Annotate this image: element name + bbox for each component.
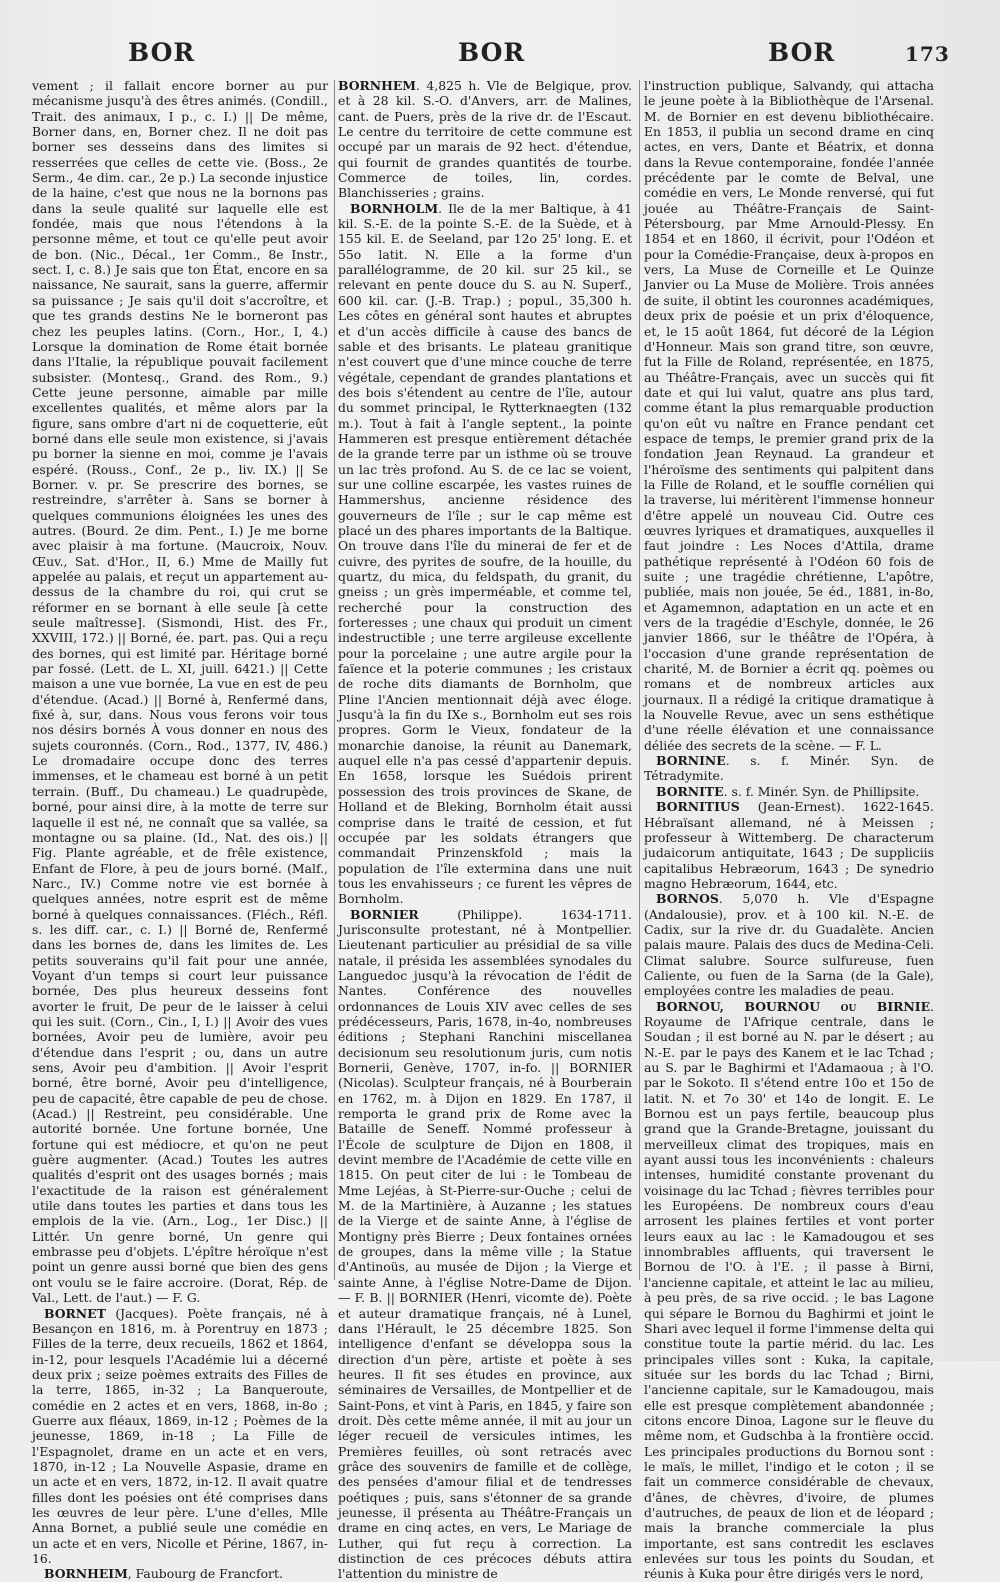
- text-column-2: [338, 78, 632, 1582]
- header-right-word: BOR: [768, 38, 836, 67]
- header-left-word: BOR: [128, 38, 196, 67]
- dictionary-entry: [644, 799, 934, 891]
- header-middle-word: BOR: [458, 38, 526, 67]
- text-column-1: [32, 78, 328, 1582]
- entry-text: (Jacques). Poète français, né à Besançon en 1816, m. à Porentruy en 1873 ; Filles de la terre, deux recueils, 1862 et 1864, in-12, pour lesquels l'Académie lui a décerné deux prix ; seize poèmes extraits des Filles de la terre, 1865, in-32 ; La Banqueroute, comédie en 2 actes et en vers, 1868, in-8o ; Guerre aux fléaux, 1869, in-12 ; Poèmes de la jeunesse, 1869, in-18 ; La Fille de l'Espagnolet, drame en un acte et en vers, 1870, in-12 ; La Nouvelle Aspasie, drame en un acte et en vers, 1872, in-12. Il avait quatre filles dont les poésies ont été comprises dans les œuvres de leur père. L'une d'elles, Mlle Anna Bornet, a publié seule une comédie en un acte et en vers, Nicolle et Périne, 1867, in-16.: [32, 1305, 328, 1566]
- entry-text: . 4,825 h. Vle de Belgique, prov. et à 28 kil. S.-O. d'Anvers, arr. de Malines, cant. de Puers, près de la rive dr. de l'Escaut. Le centre du territoire de cette commune est occupé par un marais de 92 hect. d'étendue, qui fournit de grandes quantités de tourbe. Commerce de toiles, lin, cordes. Blanchisseries ; grains.: [338, 78, 632, 201]
- column-divider-2: [639, 80, 640, 1280]
- entry-headword: BORNET: [44, 1305, 106, 1321]
- entry-text: . Ile de la mer Baltique, à 41 kil. S.-E. de la pointe S.-E. de la Suède, et à 155 kil. E. de Seeland, par 12o 25' long. E. et 55o latit. N. Elle a la forme d'un parallélogramme, de 20 kil. sur 25 kil., se relevant en pente douce du S. au N. Superf., 600 kil. car. (J.-B. Trap.) ; popul., 35,300 h. Les côtes en général sont hautes et abruptes et d'un accès difficile à cause des bancs de sable et des brisants. Le plateau granitique n'est couvert que d'une mince couche de terre végétale, cependant de grandes plantations et des bois s'étendent au centre de l'île, autour du sommet principal, le Rytterknaegten (132 m.). Tout à fait à l'angle septent., la pointe Hammeren est presque entièrement détachée de la grande terre par un isthme où se trouve un lac très profond. Au S. de ce lac se voient, sur une colline escarpée, les vastes ruines de Hammershus, ancienne résidence des gouverneurs de l'île ; sur le cap même est placé un des phares importants de la Baltique. On trouve dans l'île du minerai de fer et de cuivre, des pyrites de soufre, de la houille, du quartz, du mica, du feldspath, du granit, du gneiss ; un grès imperméable, et comme tel, recherché pour la construction des forteresses ; une chaux qui produit un ciment indestructible ; une terre argileuse excellente pour la porcelaine ; une autre argile pour la faïence et la poterie communes ; les cristaux de roche dits diamants de Bornholm, que Pline l'Ancien mentionnait déjà avec éloge. Jusqu'à la fin du IXe s., Bornholm eut ses rois propres. Gorm le Vieux, fondateur de la monarchie danoise, la réunit au Danemark, auquel elle n'a pas cessé d'appartenir depuis. En 1658, lorsque les Suédois prirent possession des trois provinces de Skane, de Holland et de Bleking, Bornholm était aussi comprise dans le traité de cession, et fut occupée par les soldats étrangers que commandait Prinzenskfold ; mais la population de l'île extermina dans une nuit tous les envahisseurs ; ce furent les vêpres de Bornholm.: [338, 200, 632, 907]
- entry-headword: BORNOS: [656, 891, 719, 907]
- entry-headword: BORNHEIM: [44, 1566, 128, 1582]
- entry-headword: BORNITE: [656, 783, 724, 799]
- column-divider-1: [334, 80, 335, 1280]
- entry-headword: BORNITIUS: [656, 799, 740, 815]
- entry-text: . s. f. Minér. Syn. de Tétradymite.: [644, 753, 934, 784]
- dictionary-entry: [644, 753, 934, 784]
- dictionary-entry: [644, 999, 934, 1582]
- entry-continuation: [32, 78, 328, 1306]
- entry-text: l'instruction publique, Salvandy, qui attacha le jeune poète à la Bibliothèque de l'Arsenal. M. de Bornier en est devenu bibliothécaire. En 1853, il publia un second drame en cinq actes, en vers, Dante et Béatrix, et donna dans la Revue contemporaine, fondée l'année précédente par le comte de Belval, une comédie en vers, Le Monde renversé, qui fut jouée au Théâtre-Français de Saint-Pétersbourg, par Mme Arnould-Plessy. En 1854 et en 1860, il écrivit, pour l'Odéon et pour la Comédie-Française, deux à-propos en vers, La Muse de Corneille et Le Quinze Janvier ou La Muse de Molière. Trois années de suite, il obtint les couronnes académiques, deux prix de poésie et un prix d'éloquence, et, le 15 août 1864, fut décoré de la Légion d'Honneur. Mais son grand titre, son œuvre, fut la Fille de Roland, représentée, en 1875, au Théâtre-Français, avec un succès qui fit date et qui lui valut, quatre ans plus tard, comme étant la plus remarquable production qu'on eût vu naître en France pendant cet espace de temps, le premier grand prix de la fondation Jean Reynaud. La grandeur et l'héroïsme des sentiments qui palpitent dans la Fille de Roland, et le souffle cornélien qui la traverse, lui méritèrent l'immense honneur d'être appelé un nouveau Cid. Outre ces œuvres lyriques et dramatiques, auxquelles il faut joindre : Les Noces d'Attila, drame pathétique représenté à l'Odéon 60 fois de suite ; une tragédie chrétienne, L'apôtre, publiée, mais non jouée, 5e éd., 1881, in-8o, et Agamemnon, adaptation en un acte et en vers de la tragédie d'Eschyle, donnée, le 26 janvier 1866, sur le théâtre de l'Opéra, à l'occasion d'une grande représentation de charité, M. de Bornier a écrit qq. poèmes ou romans et de nombreux articles aux journaux. Il a rédigé la critique dramatique à la Nouvelle Revue, avec un sens esthétique d'une réelle élévation et une connaissance déliée des secrets de la scène. — F. L.: [644, 78, 934, 753]
- dictionary-entry: [644, 891, 934, 998]
- entry-text: . Royaume de l'Afrique centrale, dans le Soudan ; il est borné au N. par le désert ; au N.-E. par le pays des Kanem et le lac Tchad ; au S. par le Baghirmi et l'Adamaoua ; à l'O. par le Sokoto. Il s'étend entre 10o et 15o de latit. N. et 7o 30' et 14o de longit. E. Le Bornou est un pays fertile, beaucoup plus grand que la Grande-Bretagne, jouissant du merveilleux climat des tropiques, mais en ayant aussi tous les inconvénients : chaleurs intenses, humidité constante provenant du voisinage du lac Tchad ; fièvres terribles pour les Européens. De nombreux cours d'eau arrosent les plaines fertiles et vont porter leurs eaux au lac : le Kamadougou et ses innombrables affluents, qui traversent le Bornou de l'O. à l'E. ; il passe à Birni, l'ancienne capitale, et atteint le lac au milieu, à peu près, de sa rive occid. ; le bas Lagone qui sépare le Bornou du Baghirmi et joint le Shari avec lequel il forme l'immense delta qui constitue toute la partie mérid. du lac. Les principales villes sont : Kuka, la capitale, située sur les bords du lac Tchad ; Birni, l'ancienne capitale, sur le Kamadougou, mais elle est presque complètement abandonnée ; citons encore Dinoa, Lagone sur le fleuve du même nom, et Gudschba à la frontière occid. Les principales productions du Bornou sont : le maïs, le millet, l'indigo et le coton ; il se fait un commerce considérable de chevaux, d'ânes, de chèvres, d'ivoire, de plumes d'autruches, de peaux de lion et de léopard ; mais la branche commerciale la plus importante, est sans contredit les esclaves enlevées sur tous les points du Soudan, et réunis à Kuka pour être dirigés vers le nord,: [644, 998, 934, 1582]
- dictionary-entry: [338, 907, 632, 1582]
- page-number: 173: [905, 42, 950, 66]
- dictionary-entry: [644, 784, 934, 799]
- running-header: [0, 38, 1000, 78]
- entry-text: . 5,070 h. Vle d'Espagne (Andalousie), prov. et à 100 kil. N.-E. de Cadix, sur la rive dr. du Guadalète. Ancien palais maure. Palais des ducs de Medina-Celi. Climat salubre. Source sulfureuse, fuen Caliente, ou fuen de la Sarna (de la Gale), employées contre les maladies de peau.: [644, 891, 934, 999]
- dictionary-entry: [32, 1566, 328, 1581]
- entry-headword: BORNHEM: [338, 78, 416, 93]
- dictionary-entry: [32, 1306, 328, 1567]
- dictionary-entry: [338, 201, 632, 907]
- entry-text: vement ; il fallait encore borner au pur mécanisme jusqu'à des êtres animés. (Condill., Trait. des animaux, I p., c. I.) || De même, Borner dans, en, Borner chez. Il ne doit pas borner ses desseins dans des limites si resserrées que celles de cette vie. (Boss., 2e Serm., 4e dim. car., 2e p.) La seconde injustice de la haine, c'est que nous ne la bornons pas dans la seule qualité sur laquelle elle est fondée, mais que nous l'étendons à la personne même, et tout ce qu'elle peut avoir de bon. (Nic., Décal., 1er Comm., 8e Instr., sect. I, c. 8.) Je sais que ton État, encore en sa naissance, Ne saurait, sans la guerre, affermir sa puissance ; Je sais qu'il doit s'accroître, et que tes grands destins Ne le borneront pas chez les peuples latins. (Corn., Hor., I, 4.) Lorsque la domination de Rome était bornée dans l'Italie, la république pouvait facilement subsister. (Montesq., Grand. des Rom., 9.) Cette jeune personne, aimable par mille excellentes qualités, et même alors par la figure, sans ombre d'art ni de coquetterie, eût borné dans elle seule mon existence, si j'avais pu borner la sienne en moi, comme je l'avais espéré. (Rouss., Conf., 2e p., liv. IX.) || Se Borner. v. pr. Se prescrire des bornes, se restreindre, s'arrêter à. Sans se borner à quelques communions éloignées les unes des autres. (Bourd. 2e dim. Pent., I.) Je me borne avec plaisir à ma fortune. (Maucroix, Nouv. Œuv., Sat. d'Hor., II, 6.) Mme de Mailly fut appelée au palais, et reçut un appartement au-dessus de la chambre du roi, qui crut se réformer en se bornant à elle seule [à cette seule maîtresse]. (Sismondi, Hist. des Fr., XXVIII, 172.) || Borné, ée. part. pas. Qui a reçu des bornes, qui est limité par. Héritage borné par fossé. (Lett. de L. XI, juill. 6421.) || Cette maison a une vue bornée, La vue en est de peu d'étendue. (Acad.) || Borné à, Renfermé dans, fixé à, sur, dans. Nous vous ferons voir tous nos désirs bornés À vous donner en nous des sujets couronnés. (Corn., Rod., 1377, IV, 486.) Le dromadaire occupe donc des terres immenses, et le chameau est borné à un petit terrain. (Buff., Du chameau.) Le quadrupède, borné, pour ainsi dire, à la motte de terre sur laquelle il est né, ne connaît que sa vallée, sa montagne ou sa plaine. (Id., Nat. des ois.) || Fig. Plante agréable, et de frêle existence, Enfant de Flore, à peu de jours borné. (Malf., Narc., IV.) Comme notre vie est bornée à quelques années, notre esprit est de même borné à quelques connaissances. (Fléch., Réfl. s. les diff. car., c. I.) || Borné de, Renfermé dans les bornes de, dans les limites de. Les petits souverains qu'il fait pour une année, Voyant d'un temps si court leur puissance bornée, Des plus heureux desseins font avorter le fruit, De peur de le laisser à celui qui les suit. (Corn., Cin., I, I.) || Avoir des vues bornées, Avoir peu de lumière, avoir peu d'étendue dans l'esprit ; ou, dans un autre sens, Avoir peu d'ambition. || Avoir l'esprit borné, être borné, Avoir peu d'intelligence, peu de capacité, être capable de peu de chose. (Acad.) || Restreint, peu considérable. Une autorité bornée. Une fortune bornée, Une fortune qui est médiocre, et qu'on ne peut guère augmenter. (Acad.) Toutes les autres qualités d'esprit ont des usages bornés ; mais l'exactitude de la raison est généralement utile dans toutes les parties et dans tous les emplois de la vie. (Arn., Log., 1er Disc.) || Littér. Un genre borné, Un genre qui embrasse peu d'objets. L'épître héroïque n'est point un genre aussi borné que bien des gens ont voulu se le faire accroire. (Dorat, Rép. de Val., Lett. de l'aut.) — F. G.: [32, 78, 328, 1306]
- entry-headword: BORNIER: [350, 906, 419, 922]
- entry-continuation: [644, 78, 934, 753]
- entry-text: (Jean-Ernest). 1622-1645. Hébraïsant allemand, né à Meissen ; professeur à Wittemberg. De characterum judaicorum antiquitate, 1643 ; De suppliciis capitalibus Hebræorum, 1643 ; De synedrio magno Hebræorum, 1644, etc.: [644, 799, 934, 891]
- entry-headword: BORNINE: [656, 753, 726, 769]
- dictionary-entry: [338, 78, 632, 201]
- entry-text: . s. f. Minér. Syn. de Phillipsite.: [723, 783, 920, 799]
- text-column-3: [644, 78, 934, 1582]
- entry-text: , Faubourg de Francfort.: [127, 1566, 283, 1582]
- entry-headword: BORNOU, BOURNOU ou BIRNIE: [656, 998, 931, 1014]
- entry-text: (Philippe). 1634-1711. Jurisconsulte protestant, né à Montpellier. Lieutenant particulier au présidial de sa ville natale, il présida les assemblées synodales du Languedoc jusqu'à la révocation de l'édit de Nantes. Conférence des nouvelles ordonnances de Louis XIV avec celles de ses prédécesseurs, Paris, 1678, in-4o, nombreuses éditions ; Stephani Ranchini miscellanea decisionum seu resolutionum juris, cum notis Bornerii, Genève, 1707, in-fo. || BORNIER (Nicolas). Sculpteur français, né à Bourberain en 1762, m. à Dijon en 1829. En 1787, il remporta le grand prix de Rome avec la Bataille de Seneff. Nommé professeur à l'École de sculpture de Dijon en 1808, il devint membre de l'Académie de cette ville en 1815. On peut citer de lui : le Tombeau de Mme Lejéas, à St-Pierre-sur-Ouche ; celui de M. de la Martinière, à Auzanne ; les statues de la Vierge et de sainte Anne, à l'église de Montigny près Bierre ; Deux fontaines ornées de groupes, dans la même ville ; la Statue d'Antinoüs, au musée de Dijon ; la Vierge et sainte Anne, à l'église Notre-Dame de Dijon. — F. B. || BORNIER (Henri, vicomte de). Poète et auteur dramatique français, né à Lunel, dans l'Hérault, le 25 décembre 1825. Son intelligence d'enfant se développa sous la direction d'un père, artiste et poète à ses heures. Il fit ses études en province, aux séminaires de Versailles, de Montpellier et de Saint-Pons, et vint à Paris, en 1845, y faire son droit. Dès cette même année, il mit au jour un léger recueil de versicules intimes, les Premières feuilles, où sont retracés avec grâce des souvenirs de famille et de collège, des pensées d'amour filial et de tendresses poétiques ; puis, sans s'étonner de sa grande jeunesse, il présenta au Théâtre-Français un drame en cinq actes, en vers, Le Mariage de Luther, qui fut reçu à correction. La distinction de ces précoces débuts attira l'attention du ministre de: [338, 906, 632, 1582]
- entry-headword: BORNHOLM: [350, 200, 439, 216]
